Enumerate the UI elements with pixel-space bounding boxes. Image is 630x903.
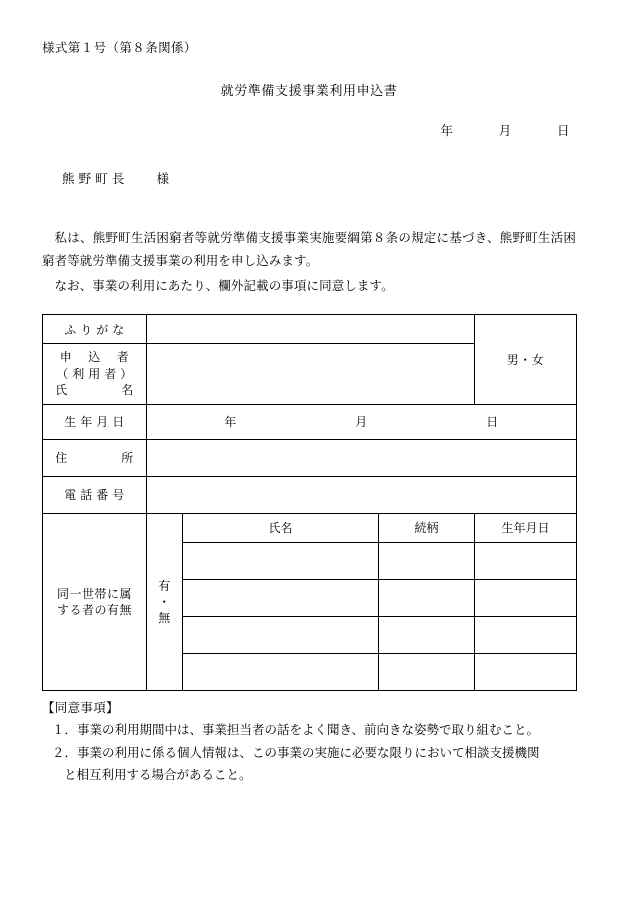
cell-household-birthdate-4[interactable] bbox=[475, 653, 577, 690]
header-household-relation: 続柄 bbox=[379, 513, 475, 542]
cell-household-name-3[interactable] bbox=[183, 616, 379, 653]
label-household-line-2: する者の有無 bbox=[56, 602, 132, 617]
field-applicant-name[interactable] bbox=[147, 344, 475, 405]
date-year-label: 年 bbox=[440, 124, 454, 138]
cell-household-name-1[interactable] bbox=[183, 542, 379, 579]
page-title: 就労準備支援事業利用申込書 bbox=[220, 83, 398, 98]
notes-item-2: ２．事業の利用に係る個人情報は、この事業の実施に必要な限りにおいて相談支援機関 bbox=[52, 745, 540, 760]
field-furigana[interactable] bbox=[147, 315, 475, 344]
yumu-dot: ・ bbox=[158, 594, 171, 609]
label-applicant-line-3: 氏 名 bbox=[55, 382, 134, 397]
table-row-address bbox=[43, 439, 577, 476]
notes-heading: 【同意事項】 bbox=[42, 700, 119, 715]
notes-item-2-continued: と相互利用する場合があること。 bbox=[64, 768, 252, 783]
cell-household-relation-2[interactable] bbox=[379, 579, 475, 616]
cell-household-relation-4[interactable] bbox=[379, 653, 475, 690]
consent-notes bbox=[42, 697, 576, 787]
paragraph-2: なお、事業の利用にあたり、欄外記載の事項に同意します。 bbox=[54, 279, 394, 294]
cell-household-name-4[interactable] bbox=[183, 653, 379, 690]
cell-household-relation-3[interactable] bbox=[379, 616, 475, 653]
yumu-char-2: 無 bbox=[158, 611, 171, 626]
label-household-line-1: 同一世帯に属 bbox=[56, 586, 132, 601]
label-applicant-line-2: （ 利 用 者 ） bbox=[56, 366, 133, 381]
table-row-household-header bbox=[43, 513, 577, 542]
form-sheet bbox=[42, 38, 576, 787]
addressee-name: 熊 野 町 長 bbox=[62, 172, 125, 186]
addressee-line bbox=[42, 169, 576, 187]
field-phone[interactable] bbox=[147, 476, 577, 513]
label-phone: 電 話 番 号 bbox=[43, 476, 147, 513]
label-household bbox=[43, 513, 147, 690]
date-month-label: 月 bbox=[498, 124, 512, 138]
label-household-yumu[interactable] bbox=[147, 513, 183, 690]
form-number: 様式第１号（第８条関係） bbox=[42, 41, 197, 55]
cell-household-name-2[interactable] bbox=[183, 579, 379, 616]
cell-household-relation-1[interactable] bbox=[379, 542, 475, 579]
birth-month-label: 月 bbox=[355, 415, 368, 430]
cell-household-birthdate-1[interactable] bbox=[475, 542, 577, 579]
label-furigana: ふ り が な bbox=[43, 315, 147, 344]
paragraph-1: 私は、熊野町生活困窮者等就労準備支援事業実施要綱第８条の規定に基づき、熊野町生活困窮者等就労準備支援事業の利用を申し込みます。 bbox=[42, 231, 576, 269]
table-row-phone bbox=[43, 476, 577, 513]
table-row-furigana bbox=[43, 315, 577, 344]
field-address[interactable] bbox=[147, 439, 577, 476]
field-birthdate[interactable] bbox=[147, 404, 577, 439]
label-gender[interactable]: 男・女 bbox=[475, 315, 577, 405]
cell-household-birthdate-2[interactable] bbox=[475, 579, 577, 616]
header-household-birthdate: 生年月日 bbox=[475, 513, 577, 542]
application-table bbox=[42, 314, 577, 691]
label-applicant-name bbox=[43, 344, 147, 405]
yumu-char-1: 有 bbox=[158, 578, 171, 593]
label-applicant-line-1: 申 込 者 bbox=[59, 350, 130, 365]
table-row-birthdate bbox=[43, 404, 577, 439]
label-birthdate: 生 年 月 日 bbox=[43, 404, 147, 439]
addressee-honorific: 様 bbox=[156, 172, 170, 186]
date-day-label: 日 bbox=[556, 124, 570, 138]
notes-item-1: １．事業の利用期間中は、事業担当者の話をよく聞き、前向きな姿勢で取り組むこと。 bbox=[52, 723, 540, 738]
cell-household-birthdate-3[interactable] bbox=[475, 616, 577, 653]
header-household-name: 氏名 bbox=[183, 513, 379, 542]
birth-year-label: 年 bbox=[224, 415, 237, 430]
date-entry-line bbox=[42, 121, 576, 139]
birth-day-label: 日 bbox=[486, 415, 499, 430]
label-address: 住 所 bbox=[43, 439, 147, 476]
